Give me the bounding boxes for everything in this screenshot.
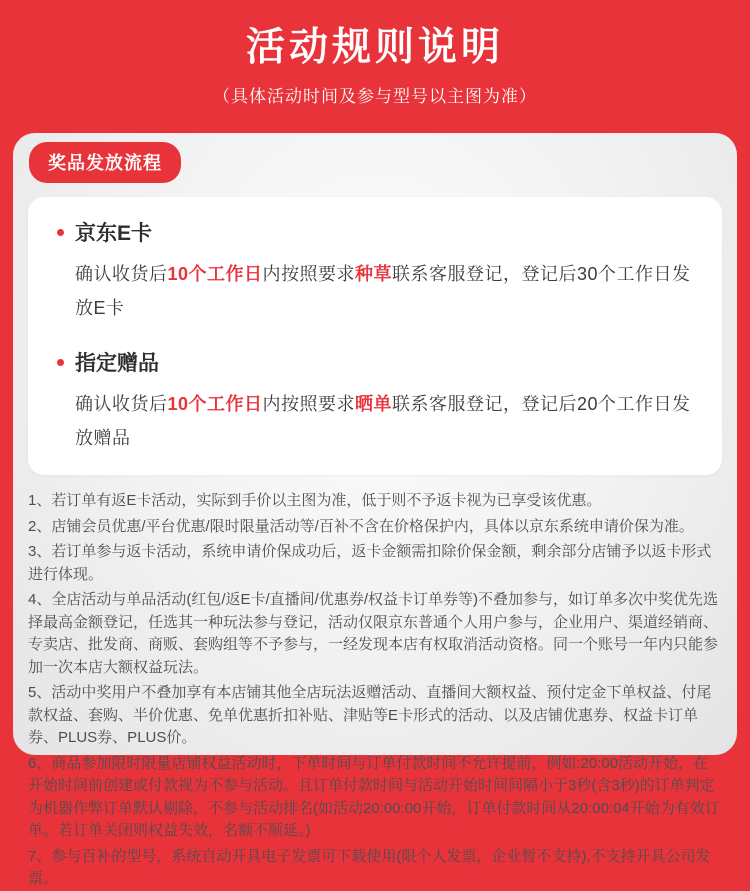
prize-section-title: 京东E卡 bbox=[75, 222, 153, 245]
highlighted-text: 晒单 bbox=[355, 394, 393, 414]
note-item: 6、商品参加限时限量店铺权益活动时，下单时间与订单付款时间不允许提前，例如:20:00活动开始，在开始时间前创建或付款视为不参与活动。且订单付款时间与活动开始时间间隔小于3秒(含3秒)的订单判定为机器作弊订单默认剔除，不参与活动排名(如活动20:00:00开始，订单付款时间从20:00:04开始为有效订单。若订单关闭则权益失效，名额不顺延。) bbox=[28, 754, 720, 839]
notes-list bbox=[28, 490, 722, 891]
body-text: 内按照要求 bbox=[262, 394, 356, 414]
prize-flow-badge: 奖品发放流程 bbox=[29, 142, 181, 183]
rules-card bbox=[13, 133, 737, 887]
highlighted-text: 10个工作日 bbox=[167, 394, 263, 414]
activity-rules-subtitle: （具体活动时间及参与型号以主图为准） bbox=[213, 87, 537, 106]
note-item: 1、若订单有返E卡活动，实际到手价以主图为准，低于则不予返卡视为已享受该优惠。 bbox=[28, 492, 602, 509]
bullet-dot-icon bbox=[57, 359, 64, 366]
note-item: 3、若订单参与返卡活动，系统申请价保成功后，返卡金额需扣除价保金额，剩余部分店铺予以返卡形式进行体现。 bbox=[28, 543, 712, 583]
body-text: 内按照要求 bbox=[262, 264, 356, 284]
prize-flow-panel bbox=[28, 197, 722, 475]
activity-rules-title: 活动规则说明 bbox=[245, 26, 504, 69]
note-item: 5、活动中奖用户不叠加享有本店铺其他全店玩法返赠活动、直播间大额权益、预付定金下单权益、付尾款权益、套购、半价优惠、免单优惠折扣补贴、津贴等E卡形式的活动、以及店铺优惠券、权益卡订单券、PLUS券、PLUS价。 bbox=[28, 684, 712, 746]
body-text: 确认收货后 bbox=[75, 394, 168, 414]
body-text: 联系客服登记，登记后30个工作日发放E卡 bbox=[75, 264, 691, 318]
note-item: 4、全店活动与单品活动(红包/返E卡/直播间/优惠券/权益卡订单券等)不叠加参与，如订单多次中奖优先选择最高金额登记，任选其一种玩法参与登记，活动仅限京东普通个人用户参与，企业用户、渠道经销商、专卖店、批发商、商贩、套购组等不予参与，一经发现本店有权取消活动资格。同一个账号一年内只能参加一次本店大额权益玩法。 bbox=[28, 591, 719, 676]
prize-section-body bbox=[75, 387, 702, 455]
highlighted-text: 10个工作日 bbox=[167, 264, 263, 284]
prize-section bbox=[57, 347, 702, 455]
prize-section-heading bbox=[57, 217, 702, 247]
body-text: 确认收货后 bbox=[75, 264, 168, 284]
prize-section-body bbox=[75, 257, 702, 325]
prize-section bbox=[57, 217, 702, 325]
bullet-dot-icon bbox=[57, 229, 64, 236]
note-item: 7、参与百补的型号，系统自动开具电子发票可下载使用(限个人发票，企业暂不支持),不支持开具公司发票。 bbox=[28, 847, 711, 887]
note-item: 2、店铺会员优惠/平台优惠/限时限量活动等/百补不含在价格保护内，具体以京东系统申请价保为准。 bbox=[28, 517, 694, 535]
prize-section-heading bbox=[57, 347, 702, 377]
highlighted-text: 种草 bbox=[355, 264, 393, 284]
page-header bbox=[0, 0, 750, 107]
body-text: 联系客服登记，登记后20个工作日发放赠品 bbox=[75, 394, 691, 448]
prize-section-title: 指定赠品 bbox=[75, 352, 159, 375]
